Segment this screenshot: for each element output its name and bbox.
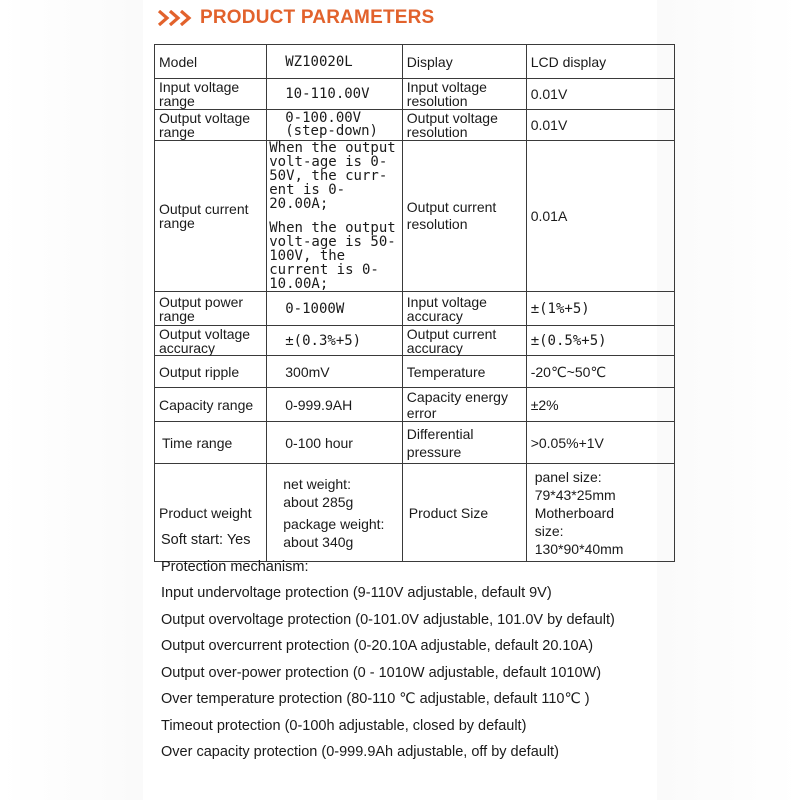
param-label: Output current accuracy <box>402 326 526 356</box>
table-row <box>155 388 675 422</box>
param-value: -20℃~50℃ <box>526 356 674 388</box>
param-value: Motherboard <box>534 504 615 521</box>
param-value: 0.01V <box>526 110 674 141</box>
note-line: Over temperature protection (80-110 ℃ adjustable, default 110℃ ) <box>161 691 590 707</box>
param-value: 0-999.9AH <box>267 388 403 422</box>
param-label: Capacity range <box>155 388 267 422</box>
param-label: Temperature <box>402 356 526 388</box>
table-row <box>155 292 675 326</box>
param-label: Output voltage accuracy <box>155 326 267 356</box>
table-row <box>155 45 675 79</box>
param-label: Time range <box>155 422 267 464</box>
param-label: Output current range <box>155 141 267 292</box>
param-label: Output voltage range <box>155 110 267 141</box>
note-line: Protection mechanism: <box>161 558 309 575</box>
param-label: Output voltage resolution <box>402 110 526 141</box>
note-line: Over capacity protection (0-999.9Ah adjustable, off by default) <box>161 744 559 760</box>
param-value: 0-100 hour <box>267 422 403 464</box>
feature-notes <box>161 530 681 769</box>
param-value: 0.01A <box>526 141 674 292</box>
param-value: 300mV <box>267 356 403 388</box>
param-value: net weight: <box>283 475 351 492</box>
param-value: 0.01V <box>526 79 674 110</box>
param-value: about 340g <box>283 533 354 550</box>
param-label: Input voltage resolution <box>402 79 526 110</box>
param-value: ±2% <box>526 388 674 422</box>
param-label: Input voltage range <box>155 79 267 110</box>
table-row <box>155 326 675 356</box>
param-label: Output power range <box>155 292 267 326</box>
table-row <box>155 79 675 110</box>
param-label: Output ripple <box>155 356 267 388</box>
param-value: ±(1%+5) <box>526 292 674 326</box>
param-value: LCD display <box>526 45 674 79</box>
page-title: PRODUCT PARAMETERS <box>200 7 435 28</box>
param-value-note: When the output volt-age is 50-100V, the current is 0-10.00A; <box>269 220 396 292</box>
note-line: Output over-power protection (0 - 1010W adjustable, default 1010W) <box>161 664 602 681</box>
param-value: 130*90*40mm <box>534 540 624 557</box>
param-value: >0.05%+1V <box>526 422 674 464</box>
param-value: 0-100.00V (step-down) <box>267 110 403 141</box>
param-value: WZ10020L <box>267 45 403 79</box>
param-label: Capacity energy error <box>402 388 526 422</box>
note-line: Output overcurrent protection (0-20.10A adjustable, default 20.10A) <box>161 638 594 654</box>
note-line: Timeout protection (0-100h adjustable, closed by default) <box>161 717 527 734</box>
param-value: 10-110.00V <box>267 79 403 110</box>
table-row <box>155 422 675 464</box>
param-label: Product weight <box>155 464 267 562</box>
param-label: Model <box>155 45 267 79</box>
section-header <box>158 5 434 31</box>
note-line: Soft start: Yes <box>161 532 251 548</box>
param-label: Differential pressure <box>402 422 526 464</box>
note-line: Input undervoltage protection (9-110V adjustable, default 9V) <box>161 585 552 601</box>
triple-chevron-right-icon <box>158 10 192 26</box>
param-label: Product Size <box>402 464 526 562</box>
param-label: Output current resolution <box>402 141 526 292</box>
param-value: ±(0.5%+5) <box>526 326 674 356</box>
table-row <box>155 141 675 292</box>
param-value: 0-1000W <box>267 292 403 326</box>
page-margin-left <box>0 0 143 800</box>
param-label: Input voltage accuracy <box>402 292 526 326</box>
parameters-table <box>154 44 675 562</box>
param-value: 79*43*25mm <box>534 486 616 503</box>
param-value: panel size: <box>534 468 602 485</box>
param-value: ±(0.3%+5) <box>267 326 403 356</box>
table-row <box>155 110 675 141</box>
note-line: Output overvoltage protection (0-101.0V adjustable, 101.0V by default) <box>161 611 615 628</box>
table-row <box>155 356 675 388</box>
param-value: about 285g <box>283 493 354 510</box>
param-value-note: When the output volt-age is 0-50V, the curr-ent is 0-20.00A; <box>269 140 396 212</box>
param-label: Display <box>402 45 526 79</box>
param-value: package weight: <box>283 515 385 532</box>
param-value: size: <box>534 522 564 539</box>
